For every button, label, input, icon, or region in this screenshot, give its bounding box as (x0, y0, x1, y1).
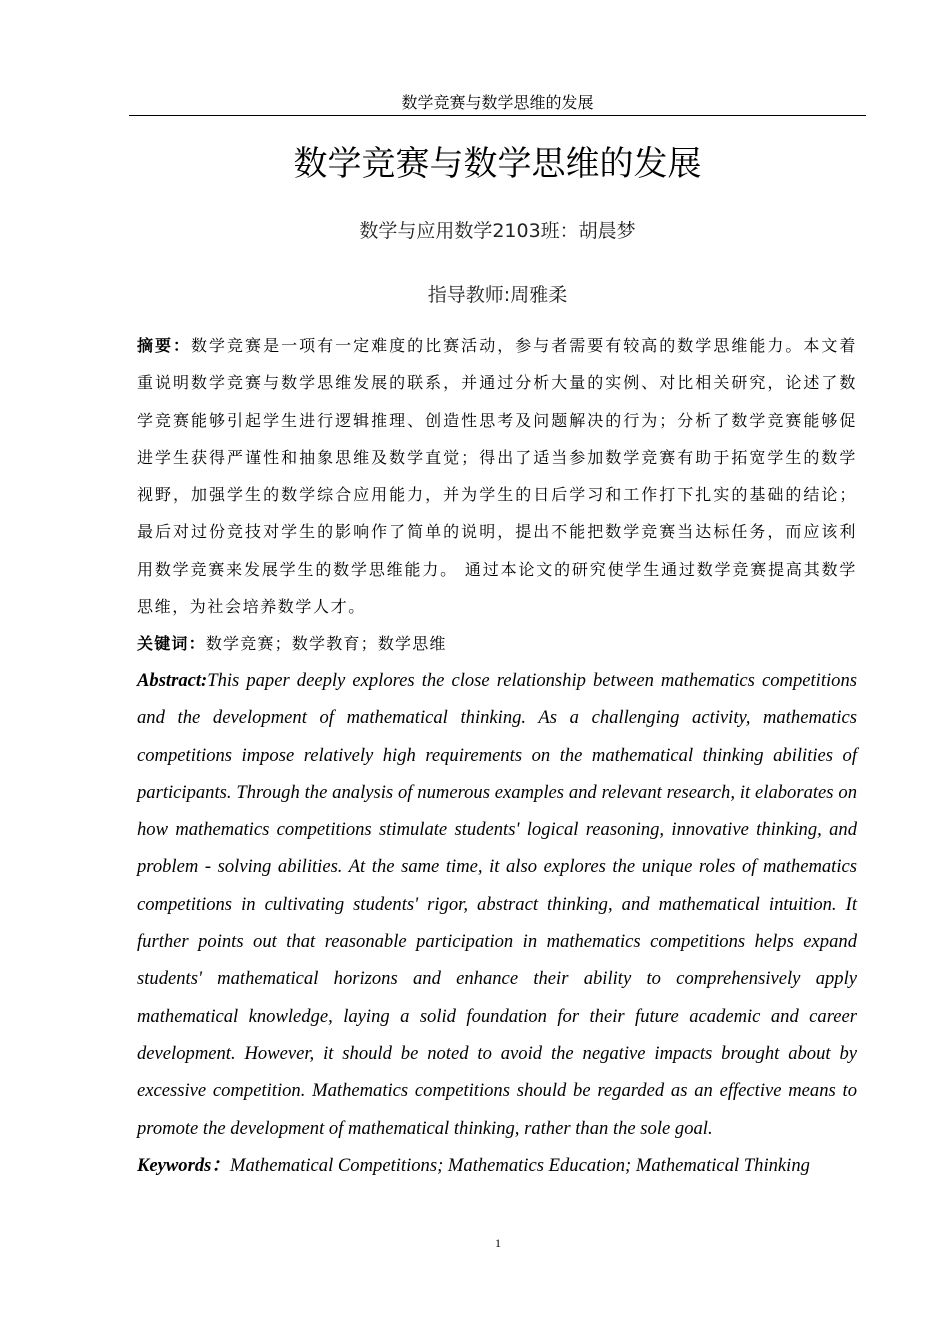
english-keywords (137, 1147, 857, 1184)
english-keywords-text: Mathematical Competitions; Mathematics Education; Mathematical Thinking (229, 1155, 810, 1176)
english-abstract-label: Abstract: (137, 670, 208, 691)
english-keywords-label: Keywords： (137, 1155, 230, 1176)
paper-title: 数学竞赛与数学思维的发展 (293, 144, 702, 184)
english-abstract (137, 662, 857, 1147)
author-line: 数学与应用数学2103班：胡晨梦 (359, 220, 636, 242)
chinese-abstract-label: 摘要： (137, 336, 192, 355)
chinese-keywords-label: 关键词： (137, 634, 206, 653)
chinese-keywords-text: 数学竞赛；数学教育；数学思维 (205, 634, 447, 653)
english-abstract-text: This paper deeply explores the close relationship between mathematics competitions and the development of mathematical thinking. As a challenging activity, mathematics competitions impose relatively high requirements on the mathematical thinking abilities of participants. Through the analysis of numerous examples and relevant research, it elaborates on how mathematics competitions stimulate students' logical reasoning, innovative thinking, and problem - solving abilities. At the same time, it also explores the unique roles of mathematics competitions in cultivating students' rigor, abstract thinking, and mathematical intuition. It further points out that reasonable participation in mathematics competitions helps expand students' mathematical horizons and enhance their ability to comprehensively apply mathematical knowledge, laying a solid foundation for their future academic and career development. However, it should be noted to avoid the negative impacts brought about by excessive competition. Mathematics competitions should be regarded as an effective means to promote the development of mathematical thinking, rather than the sole goal. (137, 670, 857, 1139)
chinese-abstract (137, 327, 857, 625)
advisor-line: 指导教师:周雅柔 (427, 284, 568, 306)
page-number: 1 (495, 1236, 501, 1250)
running-header: 数学竞赛与数学思维的发展 (401, 93, 594, 112)
chinese-keywords (137, 625, 857, 662)
chinese-abstract-text: 数学竞赛是一项有一定难度的比赛活动，参与者需要有较高的数学思维能力。本文着重说明数学竞赛与数学思维发展的联系，并通过分析大量的实例、对比相关研究，论述了数学竞赛能够引起学生进行逻辑推理、创造性思考及问题解决的行为；分析了数学竞赛能够促进学生获得严谨性和抽象思维及数学直觉；得出了适当参加数学竞赛有助于拓宽学生的数学视野，加强学生的数学综合应用能力，并为学生的日后学习和工作打下扎实的基础的结论；最后对过份竞技对学生的影响作了简单的说明，提出不能把数学竞赛当达标任务，而应该利用数学竞赛来发展学生的数学思维能力。 通过本论文的研究使学生通过数学竞赛提高其数学思维，为社会培养数学人才。 (137, 336, 857, 617)
header-rule (129, 115, 866, 116)
